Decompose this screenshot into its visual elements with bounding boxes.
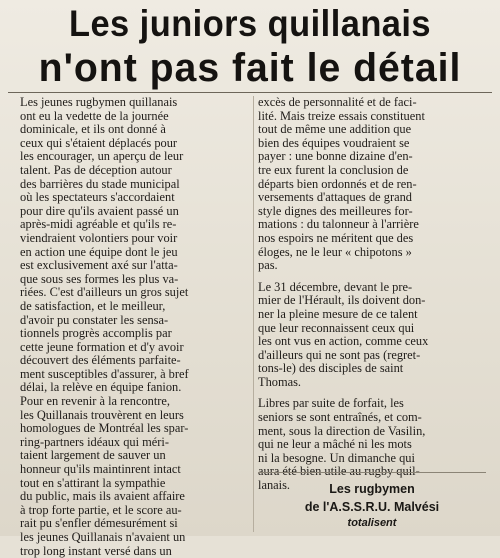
left-column-line: après-midi agréable et qu'ils re-	[20, 217, 177, 232]
left-column-line: cette jeune formation et d'y avoir	[20, 339, 184, 354]
teaser-line-1: Les rugbymen	[329, 482, 415, 496]
left-column-line: délai, la relève en équipe fanion.	[20, 380, 182, 395]
teaser-line-2: de l'A.S.S.R.U. Malvési	[304, 500, 440, 514]
right-para3-line: lanais.	[258, 478, 290, 493]
right-para1-line: départs bien ordonnés et de ren-	[258, 176, 417, 191]
left-column-line: trop long instant versé dans un	[20, 543, 172, 558]
right-para1-line: style dignes des meilleures for-	[258, 203, 413, 218]
right-para3-line: ment, sous la direction de Vasilin,	[258, 423, 426, 438]
right-para1-line: nos espoirs ne méritent que des	[258, 230, 414, 245]
column-divider	[253, 96, 254, 532]
left-column-line: les encourager, un aperçu de leur	[20, 149, 184, 164]
right-para2-line: ner la pleine mesure de ce talent	[258, 306, 418, 321]
right-para3-line: ni la besogne. Un dimanche qui	[258, 450, 415, 465]
right-para3-line: Libres par suite de forfait, les	[258, 396, 404, 411]
left-column-line: en action une équipe dont le jeu	[20, 244, 178, 259]
left-column-line: riées. C'est d'ailleurs un gros sujet	[20, 285, 189, 300]
right-para2-line: d'ailleurs qui ne sont pas (regret-	[258, 347, 421, 362]
left-column-line: dominicale, et ils ont donné à	[20, 122, 166, 137]
right-para1-line: tout de même une addition que	[258, 122, 412, 137]
left-column-line: Les jeunes rugbymen quillanais	[20, 95, 178, 109]
right-para1-line: lité. Mais treize essais constituent	[258, 108, 425, 123]
left-column-line: découvert des éléments parfaite-	[20, 353, 181, 368]
left-column-line: à trop forte partie, et le score au-	[20, 502, 182, 517]
right-para2-line: mier de l'Hérault, ils doivent don-	[258, 293, 426, 308]
left-column-line: ceux qui s'étaient déplacés pour	[20, 135, 178, 150]
right-para1-line: excès de personnalité et de faci-	[258, 95, 417, 109]
left-column-line: Pour en revenir à la rencontre,	[20, 394, 170, 409]
right-para3-line: qui ne leur a mâché ni les mots	[258, 437, 412, 452]
left-column-line: honneur qu'ils maintinrent intact	[20, 462, 181, 477]
right-para2-line: tons-le) des disciples de saint	[258, 361, 404, 376]
right-para2-line: que leur reconnaissent ceux qui	[258, 320, 415, 335]
left-column-line: homologues de Montréal les spar-	[20, 421, 189, 436]
left-column-line: des barrières du stade municipal	[20, 176, 180, 191]
teaser-line-3: totalisent	[347, 517, 397, 529]
left-column-line: tionnels progrès accomplis par	[20, 326, 172, 341]
right-para2-line: Thomas.	[258, 374, 302, 389]
right-para1-line: pas.	[258, 258, 278, 273]
left-column-line: talent. Pas de déception autour	[20, 162, 172, 177]
article-left-column	[20, 96, 248, 558]
headline-rule	[8, 92, 492, 93]
left-column-line: les jeunes Quillanais n'avaient un	[20, 530, 186, 544]
headline-line-2: n'ont pas fait le détail	[38, 46, 462, 90]
left-column-line: où les spectateurs s'accordaient	[20, 190, 175, 205]
right-para2-line: Le 31 décembre, devant le pre-	[258, 279, 413, 294]
left-column-line: est exclusivement axé sur l'atta-	[20, 258, 178, 273]
signoff-rule	[258, 472, 486, 473]
headline	[6, 0, 494, 88]
left-column-line: taient largement de sauver un	[20, 448, 166, 463]
right-para1-line: mations : du talonneur à l'arrière	[258, 217, 419, 232]
left-column-line: ont eu la vedette de la journée	[20, 108, 169, 123]
left-column-line: rait pu s'enfler démesurément si	[20, 516, 178, 531]
right-para1-line: éloges, ne le leur « chipotons »	[258, 244, 412, 259]
left-column-line: les Quillanais trouvèrent en leurs	[20, 407, 184, 422]
article-right-column	[258, 96, 486, 493]
right-para1-line: bien des équipes voudraient se	[258, 135, 410, 150]
right-para1-line: payer : une bonne dizaine d'en-	[258, 149, 413, 164]
left-column-line: pour dire qu'ils avaient passé un	[20, 203, 179, 218]
left-column-line: d'avoir pu constater les sensa-	[20, 312, 169, 327]
left-column-line: viendraient volontiers pour voir	[20, 230, 178, 245]
right-para1-line: tre eux furent la conclusion de	[258, 162, 409, 177]
right-para1-line: versements d'attaques de grand	[258, 190, 412, 205]
headline-line-1: Les juniors quillanais	[68, 3, 432, 44]
left-column-line: tout en s'attirant la sympathie	[20, 475, 166, 490]
right-para3-line: aura été bien utile au rugby quil-	[258, 464, 420, 479]
next-article-teaser	[258, 480, 486, 530]
right-para3-line: seniors se sont entraînés, et com-	[258, 410, 422, 425]
left-column-line: que sous ses formes les plus va-	[20, 271, 179, 286]
left-column-line: du public, mais ils avaient affaire	[20, 489, 185, 504]
left-column-line: ring-partners idéaux qui méri-	[20, 434, 169, 449]
left-column-line: de satisfaction, et le meilleur,	[20, 298, 166, 313]
left-column-line: ment susceptibles d'assurer, à bref	[20, 366, 189, 381]
right-para2-line: les ont vus en action, comme ceux	[258, 334, 429, 349]
